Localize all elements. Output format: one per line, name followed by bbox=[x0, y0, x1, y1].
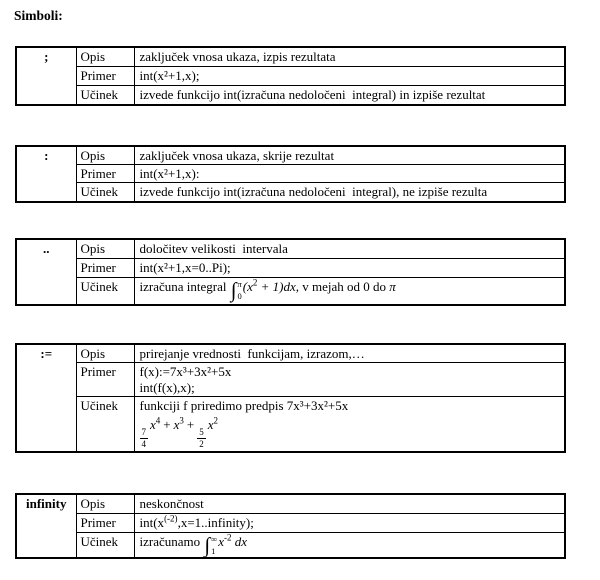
symbol-infinity: infinity bbox=[26, 496, 67, 511]
symbol-assign: := bbox=[40, 346, 53, 361]
label-opis bbox=[76, 344, 134, 363]
integral-upper-bound: π bbox=[237, 279, 242, 289]
value-primer bbox=[134, 67, 565, 86]
label-ucinek bbox=[76, 183, 134, 203]
variable: x bbox=[207, 417, 214, 432]
label-opis bbox=[76, 47, 134, 67]
integral-body: (x bbox=[242, 279, 253, 294]
label-ucinek-text: Učinek bbox=[80, 184, 119, 199]
label-opis-text: Opis bbox=[80, 148, 106, 163]
ucinek-line-1: funkciji f priredimo predpis 7x³+3x²+5x bbox=[139, 398, 349, 413]
value-ucinek bbox=[134, 533, 565, 559]
integral-expression bbox=[204, 534, 217, 557]
value-opis bbox=[134, 239, 565, 259]
value-primer bbox=[134, 259, 565, 278]
value-ucinek bbox=[134, 86, 565, 106]
label-ucinek bbox=[76, 397, 134, 453]
label-primer-text: Primer bbox=[80, 515, 116, 530]
row-ucinek bbox=[16, 86, 565, 106]
integral-body-rest: dx bbox=[234, 534, 248, 549]
integral-bounds bbox=[237, 279, 242, 302]
value-primer bbox=[134, 165, 565, 183]
fraction-denominator: 4 bbox=[141, 439, 146, 449]
label-opis bbox=[76, 494, 134, 514]
row-ucinek bbox=[16, 278, 565, 306]
ucinek-formula bbox=[140, 415, 561, 449]
row-primer bbox=[16, 67, 565, 86]
fraction-numerator: 7 bbox=[141, 427, 146, 437]
exponent: 3 bbox=[179, 415, 184, 426]
primer-text: int(x²+1,x): bbox=[139, 166, 200, 181]
primer-text-rest: ,x=1..infinity); bbox=[177, 515, 254, 530]
value-primer bbox=[134, 514, 565, 533]
primer-line-2: int(f(x),x); bbox=[139, 380, 195, 395]
value-opis bbox=[134, 47, 565, 67]
label-opis-text: Opis bbox=[80, 496, 106, 511]
ucinek-text: izvede funkcijo int(izračuna nedoločeni integral), ne izpiše rezulta bbox=[139, 184, 488, 199]
label-primer bbox=[76, 67, 134, 86]
table-assign bbox=[15, 343, 566, 453]
row-primer bbox=[16, 165, 565, 183]
primer-exponent: (-2) bbox=[164, 513, 178, 524]
row-ucinek bbox=[16, 397, 565, 453]
symbol-cell-assign bbox=[16, 344, 76, 452]
label-ucinek-text: Učinek bbox=[80, 398, 119, 413]
symbol-cell-colon bbox=[16, 146, 76, 202]
opis-text: neskončnost bbox=[139, 496, 204, 511]
fraction-5-2 bbox=[197, 428, 206, 449]
symbol-cell-dotdot bbox=[16, 239, 76, 305]
label-primer bbox=[76, 363, 134, 397]
ucinek-prefix-text: izračuna integral bbox=[139, 279, 227, 294]
integral-upper-bound: ∞ bbox=[211, 534, 218, 544]
label-ucinek-text: Učinek bbox=[80, 87, 119, 102]
symbol-cell-infinity bbox=[16, 494, 76, 558]
symbol-dotdot: .. bbox=[43, 241, 50, 256]
value-ucinek bbox=[134, 397, 565, 453]
label-opis-text: Opis bbox=[80, 49, 106, 64]
row-primer bbox=[16, 363, 565, 397]
primer-text: int(x²+1,x=0..Pi); bbox=[139, 260, 231, 275]
plus-operator: + bbox=[163, 417, 171, 432]
integral-sign-icon: ∫ bbox=[230, 278, 237, 302]
value-ucinek bbox=[134, 278, 565, 306]
symbol-semicolon: ; bbox=[44, 49, 49, 64]
symbol-colon: : bbox=[44, 148, 49, 163]
primer-text: int(x bbox=[139, 515, 165, 530]
label-primer-text: Primer bbox=[80, 364, 116, 379]
label-ucinek bbox=[76, 278, 134, 306]
row-opis bbox=[16, 146, 565, 165]
fraction-denominator: 2 bbox=[199, 439, 204, 449]
row-ucinek bbox=[16, 533, 565, 559]
label-opis-text: Opis bbox=[80, 346, 106, 361]
row-opis bbox=[16, 239, 565, 259]
value-opis bbox=[134, 146, 565, 165]
label-primer-text: Primer bbox=[80, 68, 116, 83]
row-opis bbox=[16, 344, 565, 363]
row-opis bbox=[16, 494, 565, 514]
fraction-numerator: 5 bbox=[199, 427, 204, 437]
ucinek-text: izvede funkcijo int(izračuna nedoločeni integral) in izpiše rezultat bbox=[139, 87, 486, 102]
label-opis bbox=[76, 146, 134, 165]
label-ucinek bbox=[76, 86, 134, 106]
label-ucinek-text: Učinek bbox=[80, 279, 119, 294]
exponent: 4 bbox=[155, 415, 161, 426]
table-dotdot bbox=[15, 238, 566, 306]
value-opis bbox=[134, 494, 565, 514]
opis-text: določitev velikosti intervala bbox=[139, 241, 288, 256]
label-opis-text: Opis bbox=[80, 241, 106, 256]
opis-text: zaključek vnosa ukaza, izpis rezultata bbox=[139, 49, 336, 64]
label-primer bbox=[76, 514, 134, 533]
row-opis bbox=[16, 47, 565, 67]
integral-body-exponent: -2 bbox=[224, 532, 232, 543]
symbol-cell-semicolon bbox=[16, 47, 76, 105]
primer-text: int(x²+1,x); bbox=[139, 68, 200, 83]
integral-body-rest: + 1)dx, bbox=[257, 279, 299, 294]
integral-expression bbox=[231, 279, 242, 302]
value-ucinek bbox=[134, 183, 565, 203]
primer-line-1: f(x):=7x³+3x²+5x bbox=[139, 364, 232, 379]
table-semicolon bbox=[15, 46, 566, 106]
label-primer-text: Primer bbox=[80, 166, 116, 181]
label-ucinek-text: Učinek bbox=[80, 534, 119, 549]
row-ucinek bbox=[16, 183, 565, 203]
integral-lower-bound: 0 bbox=[237, 291, 242, 301]
pi-symbol: π bbox=[389, 279, 396, 294]
table-infinity bbox=[15, 493, 566, 559]
variable: x bbox=[150, 417, 156, 432]
plus-operator: + bbox=[186, 417, 195, 432]
table-colon bbox=[15, 145, 566, 203]
label-primer bbox=[76, 165, 134, 183]
opis-text: prirejanje vrednosti funkcijam, izrazom,… bbox=[139, 346, 365, 361]
fraction-7-4 bbox=[140, 428, 149, 449]
label-ucinek bbox=[76, 533, 134, 559]
label-opis bbox=[76, 239, 134, 259]
opis-text: zaključek vnosa ukaza, skrije rezultat bbox=[139, 148, 335, 163]
integral-sign-icon: ∫ bbox=[204, 533, 211, 557]
value-opis bbox=[134, 344, 565, 363]
value-primer bbox=[134, 363, 565, 397]
integral-bounds bbox=[210, 534, 217, 557]
ucinek-prefix-text: izračunamo bbox=[139, 534, 201, 549]
row-primer bbox=[16, 514, 565, 533]
integral-lower-bound: 1 bbox=[211, 546, 216, 556]
exponent: 2 bbox=[213, 415, 219, 426]
row-primer bbox=[16, 259, 565, 278]
variable: x bbox=[173, 417, 180, 432]
integral-body-exponent: 2 bbox=[252, 277, 258, 288]
integral-body: x bbox=[218, 534, 224, 549]
label-primer-text: Primer bbox=[80, 260, 116, 275]
page-title: Simboli: bbox=[14, 8, 63, 23]
ucinek-suffix-text: v mejah od 0 do bbox=[302, 279, 387, 294]
label-primer bbox=[76, 259, 134, 278]
